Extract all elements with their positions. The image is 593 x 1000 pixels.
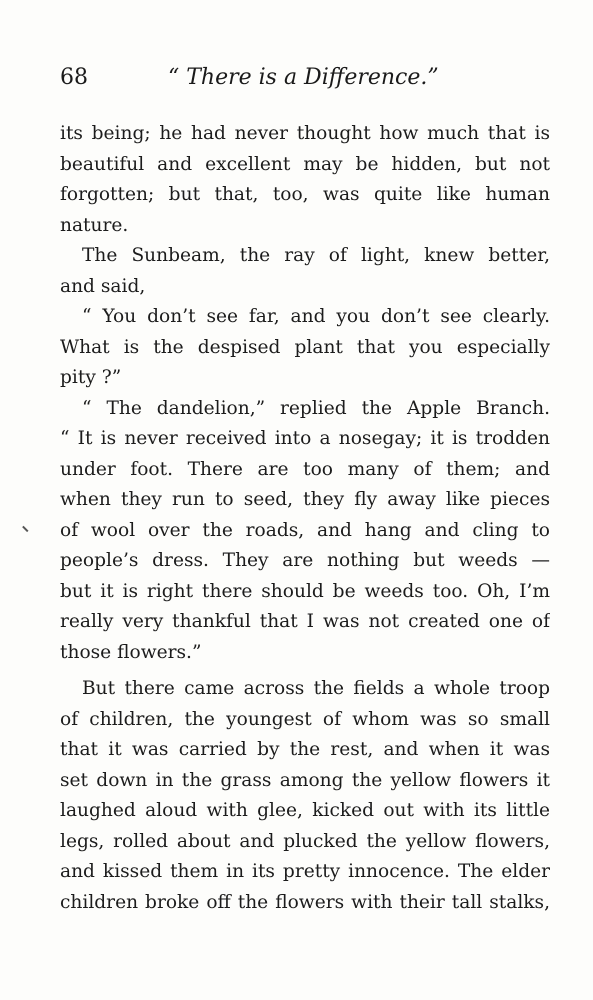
body-text (60, 119, 550, 918)
text-line: of wool over the roads, and hang and cling to (60, 519, 550, 541)
text-line: and said, (60, 275, 146, 297)
text-line: legs, rolled about and plucked the yellow flowers, (60, 830, 550, 852)
text-line: people’s dress. They are nothing but weeds — (60, 550, 550, 571)
running-title: “ There is a Difference.” (168, 65, 439, 90)
text-line: forgotten; but that, too, was quite like human (60, 184, 550, 205)
text-line: The Sunbeam, the ray of light, knew better, (82, 245, 550, 266)
text-line: laughed aloud with glee, kicked out with its little (60, 800, 550, 821)
text-line: but it is right there should be weeds too. Oh, I’m (60, 580, 550, 602)
text-line: its being; he had never thought how much that is (60, 123, 550, 144)
text-line: set down in the grass among the yellow flowers it (60, 769, 550, 791)
text-line: when they run to seed, they fly away like pieces (60, 489, 550, 510)
page-header (60, 64, 550, 94)
page-number: 68 (60, 65, 88, 90)
text-line: really very thankful that I was not created one of (60, 611, 550, 632)
text-line: “ You don’t see far, and you don’t see clearly. (82, 306, 550, 327)
text-line: What is the despised plant that you especially (60, 336, 550, 358)
text-line: under foot. There are too many of them; and (60, 458, 550, 480)
text-line: those flowers.” (60, 641, 202, 663)
text-line: nature. (60, 214, 129, 236)
text-line: “ The dandelion,” replied the Apple Branch. (82, 397, 550, 419)
text-line: pity ?” (60, 367, 122, 388)
text-line: But there came across the fields a whole troop (82, 678, 550, 699)
text-line: and kissed them in its pretty innocence. The elder (60, 861, 550, 882)
text-line: that it was carried by the rest, and when it was (60, 739, 550, 760)
text-line: beautiful and excellent may be hidden, but not (60, 153, 550, 175)
text-line: “ It is never received into a nosegay; it is trodden (60, 428, 550, 449)
text-line: children broke off the flowers with their tall stalks, (60, 891, 550, 913)
stray-ink-mark (22, 526, 28, 532)
text-line: of children, the youngest of whom was so small (60, 708, 550, 730)
